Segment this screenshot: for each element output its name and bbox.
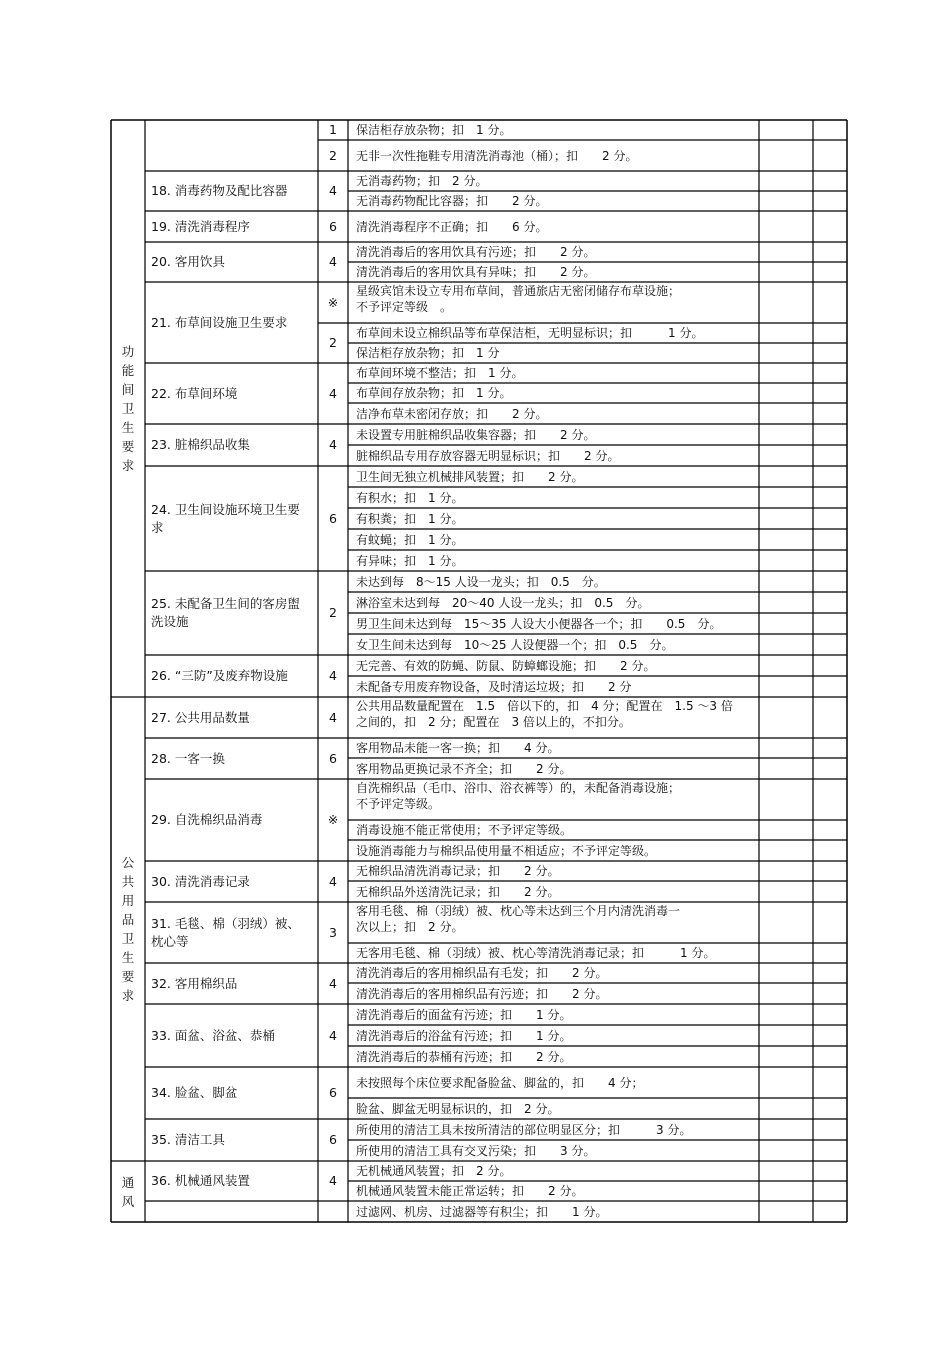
score-value: 4	[329, 437, 337, 452]
score-value: 2	[329, 335, 337, 350]
inspection-item: 29. 自洗棉织品消毒	[151, 812, 263, 827]
score-value: 4	[329, 385, 337, 401]
score-value: 4	[329, 1027, 337, 1043]
score-value: 4	[329, 709, 337, 725]
inspection-item: 36. 机械通风装置	[151, 1173, 250, 1188]
score-value	[318, 1201, 348, 1222]
criteria-detail: 布草间未设立棉织品等布草保洁柜，无明显标识；扣 1 分。	[356, 326, 704, 340]
inspection-item: 21. 布草间设施卫生要求	[151, 314, 288, 330]
criteria-detail: 客用毛毯、棉（羽绒）被、枕心等未达到三个月内清洗消毒一 次以上；扣 2 分。	[356, 904, 681, 934]
criteria-detail: 无完善、有效的防蝇、防鼠、防蟑螂设施；扣 2 分。	[356, 658, 656, 673]
criteria-detail: 清洗消毒后的恭桶有污迹；扣 2 分。	[356, 1049, 572, 1064]
criteria-detail: 机械通风装置未能正常运转；扣 2 分。	[356, 1184, 584, 1198]
inspection-item: 30. 清洗消毒记录	[151, 873, 250, 889]
criteria-detail: 清洗消毒后的浴盆有污迹；扣 1 分。	[356, 1028, 572, 1043]
criteria-detail: 有异味；扣 1 分。	[356, 553, 464, 568]
category-cell	[111, 1161, 145, 1222]
category-label: 公共用品卫生要求	[121, 855, 135, 1003]
inspection-item	[145, 120, 318, 171]
score-value: 4	[329, 975, 337, 991]
score-value: 2	[329, 147, 337, 163]
inspection-item: 27. 公共用品数量	[151, 709, 250, 725]
inspection-item: 24. 卫生间设施环境卫生要求	[151, 501, 300, 535]
criteria-detail: 保洁柜存放杂物；扣 1 分	[356, 346, 500, 360]
criteria-detail: 清洗消毒后的客用棉织品有污迹；扣 2 分。	[356, 986, 608, 1001]
inspection-item: 33. 面盆、浴盆、恭桶	[151, 1027, 275, 1043]
criteria-detail: 客用物品未能一客一换；扣 4 分。	[356, 741, 560, 755]
score-value: 2	[329, 605, 337, 620]
criteria-detail: 客用物品更换记录不齐全；扣 2 分。	[356, 761, 572, 776]
score-value: ※	[327, 294, 339, 310]
criteria-detail: 无棉织品外送清洗记录；扣 2 分。	[356, 884, 560, 899]
inspection-item: 28. 一客一换	[151, 750, 225, 766]
criteria-detail: 布草间存放杂物；扣 1 分。	[356, 386, 512, 400]
criteria-detail: 公共用品数量配置在 1.5 倍以下的，扣 4 分；配置在 1.5 ～3 倍 之间的，扣 2 分；配置在 3 倍以上的，不扣分。	[356, 699, 733, 729]
criteria-detail: 无客用毛毯、棉（羽绒）被、枕心等清洗消毒记录；扣 1 分。	[356, 946, 716, 960]
score-value: 3	[329, 924, 337, 940]
criteria-detail: 所使用的清洁工具有交叉污染；扣 3 分。	[356, 1143, 596, 1158]
score-value: 1	[329, 122, 337, 137]
criteria-detail: 洁净布草未密闭存放；扣 2 分。	[356, 406, 548, 421]
criteria-detail: 有积水；扣 1 分。	[356, 490, 464, 505]
score-value: 4	[329, 1173, 337, 1188]
score-value: 4	[329, 183, 337, 198]
criteria-detail: 清洗消毒程序不正确；扣 6 分。	[356, 219, 548, 234]
criteria-detail: 无棉织品清洗消毒记录；扣 2 分。	[356, 864, 560, 878]
inspection-item: 23. 脏棉织品收集	[151, 437, 250, 452]
criteria-detail: 无非一次性拖鞋专用清洗消毒池（桶）；扣 2 分。	[356, 148, 638, 163]
inspection-item: 18. 消毒药物及配比容器	[151, 183, 288, 198]
category-cell	[111, 697, 145, 1161]
score-value: 4	[329, 873, 337, 889]
score-value: 4	[329, 254, 337, 269]
criteria-detail: 清洗消毒后的客用棉织品有毛发；扣 2 分。	[356, 966, 608, 980]
score-value: 6	[329, 1085, 337, 1100]
inspection-item: 20. 客用饮具	[151, 254, 225, 269]
criteria-detail: 未达到每 8～15 人设一龙头；扣 0.5 分。	[356, 574, 606, 589]
criteria-detail: 脸盆、脚盆无明显标识的，扣 2 分。	[356, 1101, 560, 1116]
criteria-detail: 保洁柜存放杂物；扣 1 分。	[356, 123, 512, 137]
inspection-item: 25. 未配备卫生间的客房盥洗设施	[151, 596, 300, 629]
criteria-detail: 自洗棉织品（毛巾、浴巾、浴衣裤等）的，未配备消毒设施； 不予评定等级。	[356, 781, 681, 811]
criteria-detail: 星级宾馆未设立专用布草间，普通旅店无密闭储存布草设施； 不予评定等级 。	[356, 284, 681, 314]
score-value: 6	[329, 510, 337, 526]
criteria-detail: 无消毒药物配比容器；扣 2 分。	[356, 194, 548, 208]
score-value: 6	[329, 1132, 337, 1147]
criteria-detail: 有积粪；扣 1 分。	[356, 511, 464, 526]
criteria-detail: 女卫生间未达到每 10～25 人设便器一个；扣 0.5 分。	[356, 637, 674, 652]
criteria-detail: 设施消毒能力与棉织品使用量不相适应；不予评定等级。	[356, 843, 657, 858]
criteria-detail: 未按照每个床位要求配备脸盆、脚盆的，扣 4 分；	[356, 1075, 644, 1090]
inspection-item: 19. 清洗消毒程序	[151, 218, 250, 234]
category-cell	[111, 120, 145, 697]
criteria-detail: 卫生间无独立机械排风装置；扣 2 分。	[356, 469, 584, 484]
category-label: 功能间卫生要求	[121, 344, 135, 473]
criteria-detail: 过滤网、机房、过滤器等有积尘；扣 1 分。	[356, 1204, 608, 1219]
criteria-detail: 消毒设施不能正常使用；不予评定等级。	[356, 823, 573, 837]
criteria-detail: 未设置专用脏棉织品收集容器；扣 2 分。	[356, 427, 596, 442]
score-value: 6	[329, 218, 337, 234]
category-label: 通风	[121, 1174, 135, 1209]
criteria-detail: 有蚊蝇；扣 1 分。	[356, 532, 464, 547]
score-value: 6	[329, 750, 337, 766]
inspection-item: 22. 布草间环境	[151, 385, 238, 401]
inspection-item: 35. 清洁工具	[151, 1132, 225, 1147]
inspection-item: 31. 毛毯、棉（羽绒）被、枕心等	[151, 915, 300, 949]
criteria-detail: 无机械通风装置；扣 2 分。	[356, 1164, 512, 1178]
score-value: ※	[327, 812, 339, 827]
criteria-detail: 无消毒药物；扣 2 分。	[356, 174, 488, 188]
criteria-detail: 布草间环境不整洁；扣 1 分。	[356, 366, 524, 380]
inspection-item	[145, 1201, 318, 1222]
score-value: 4	[329, 668, 337, 683]
criteria-detail: 淋浴室未达到每 20～40 人设一龙头；扣 0.5 分。	[356, 595, 650, 610]
criteria-detail: 所使用的清洁工具未按所清洁的部位明显区分；扣 3 分。	[356, 1122, 692, 1137]
criteria-detail: 男卫生间未达到每 15～35 人设大小便器各一个；扣 0.5 分。	[356, 616, 722, 631]
criteria-detail: 清洗消毒后的客用饮具有异味；扣 2 分。	[356, 265, 596, 279]
inspection-item: 32. 客用棉织品	[151, 975, 238, 991]
criteria-detail: 清洗消毒后的面盆有污迹；扣 1 分。	[356, 1007, 572, 1022]
criteria-detail: 清洗消毒后的客用饮具有污迹；扣 2 分。	[356, 245, 596, 259]
criteria-detail: 未配备专用废弃物设备，及时清运垃圾；扣 2 分	[356, 679, 632, 694]
inspection-item: 26. “三防”及废弃物设施	[151, 668, 288, 683]
inspection-item: 34. 脸盆、脚盆	[151, 1085, 238, 1100]
criteria-detail: 脏棉织品专用存放容器无明显标识；扣 2 分。	[356, 448, 620, 463]
